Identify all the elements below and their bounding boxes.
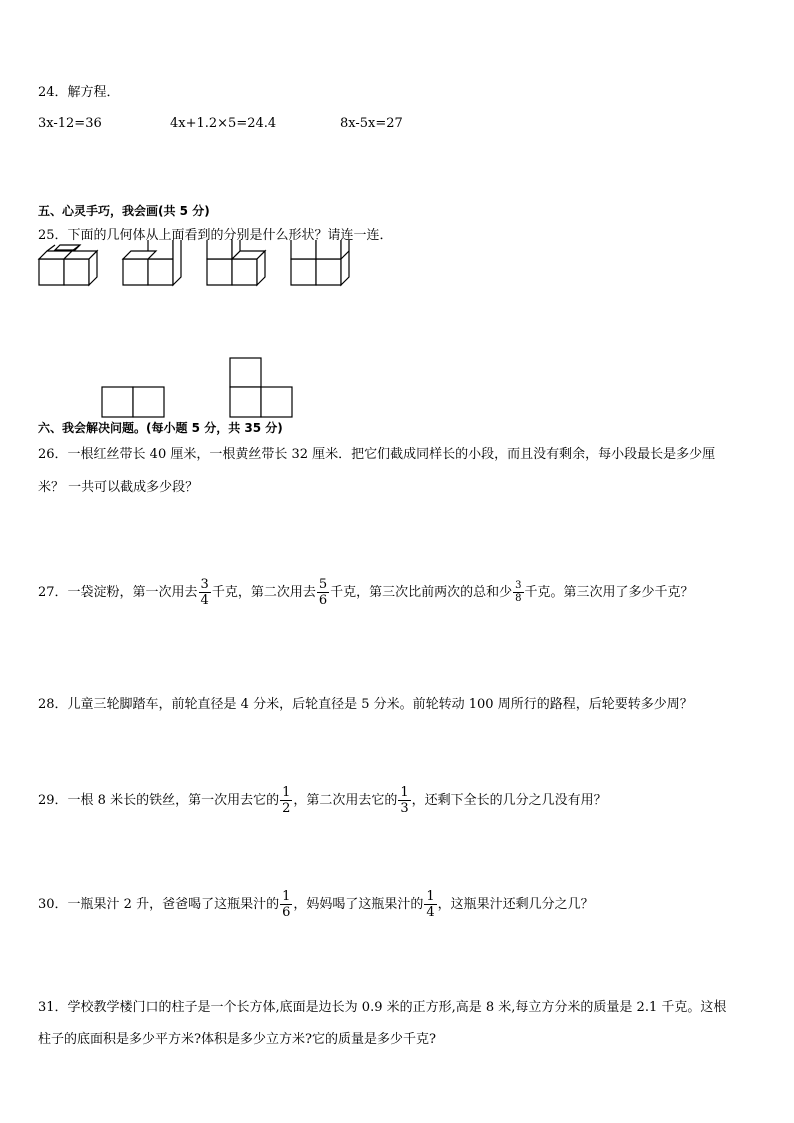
q30-text [38, 890, 594, 919]
q29-part-2: ，第二次用去它的 [293, 792, 398, 808]
q29-fraction-1: $\frac{1}{2}$ [282, 785, 291, 816]
q27-part-4: 千克。第三次用了多少千克？ [524, 584, 694, 600]
q31-line-1: 31．学校教学楼门口的柱子是一个长方体,底面是边长为 0.9 米的正方形,高是 8 米,每立方分米的质量是 2.1 千克。这根 [38, 1000, 727, 1015]
q29-text [38, 786, 607, 815]
q29-part-1: 29．一根 8 米长的铁丝，第一次用去它的 [38, 792, 280, 808]
q25-text: 25．下面的几何体从上面看到的分别是什么形状？请连一连． [38, 228, 393, 243]
q24-equation-1: 3x-12=36 [38, 116, 102, 131]
q30-part-3: ，这瓶果汁还剩几分之几？ [437, 896, 594, 912]
q24-equation-2: 4x+1.2×5=24.4 [170, 116, 277, 131]
solid-2 [123, 240, 181, 285]
q27-part-3: 千克，第三次比前两次的总和少 [330, 584, 513, 600]
q27-text [38, 578, 694, 607]
q24-title: 24．解方程． [38, 85, 120, 100]
q29-fraction-2: $\frac{1}{3}$ [400, 785, 409, 816]
q30-part-1: 30．一瓶果汁 2 升，爸爸喝了这瓶果汁的 [38, 896, 280, 912]
q26-line-2: 米？ 一共可以截成多少段？ [38, 480, 199, 495]
q29-part-3: ，还剩下全长的几分之几没有用？ [411, 792, 607, 808]
solid-3 [207, 240, 265, 285]
q31-line-2: 柱子的底面积是多少平方米?体积是多少立方米?它的质量是多少千克? [38, 1032, 436, 1047]
top-view-2 [230, 358, 292, 417]
q26-line-1: 26．一根红丝带长 40 厘米，一根黄丝带长 32 厘米．把它们截成同样长的小段，而且没有剩余，每小段最长是多少厘 [38, 447, 716, 462]
q27-fraction-3: $\frac{3}{8}$ [515, 580, 522, 604]
q27-part-2: 千克，第二次用去 [211, 584, 316, 600]
q27-part-1: 27．一袋淀粉，第一次用去 [38, 584, 198, 600]
section6-heading: 六、我会解决问题。(每小题 5 分，共 35 分) [38, 421, 283, 435]
q27-fraction-1: $\frac{3}{4}$ [200, 577, 209, 608]
q30-part-2: ，妈妈喝了这瓶果汁的 [293, 896, 424, 912]
top-view-1 [102, 387, 164, 417]
q27-fraction-2: $\frac{5}{6}$ [318, 577, 328, 608]
q30-fraction-2: $\frac{1}{4}$ [426, 889, 435, 920]
q30-fraction-1: $\frac{1}{6}$ [282, 889, 291, 920]
solid-4 [291, 240, 349, 285]
solid-1 [39, 245, 97, 285]
q28-text: 28．儿童三轮脚踏车，前轮直径是 4 分米，后轮直径是 5 分米。前轮转动 100 周所行的路程，后轮要转多少周？ [38, 697, 693, 712]
section5-heading: 五、心灵手巧，我会画(共 5 分) [38, 204, 210, 218]
q24-equation-3: 8x-5x=27 [340, 116, 403, 131]
q25-top-views-figure [0, 355, 794, 425]
